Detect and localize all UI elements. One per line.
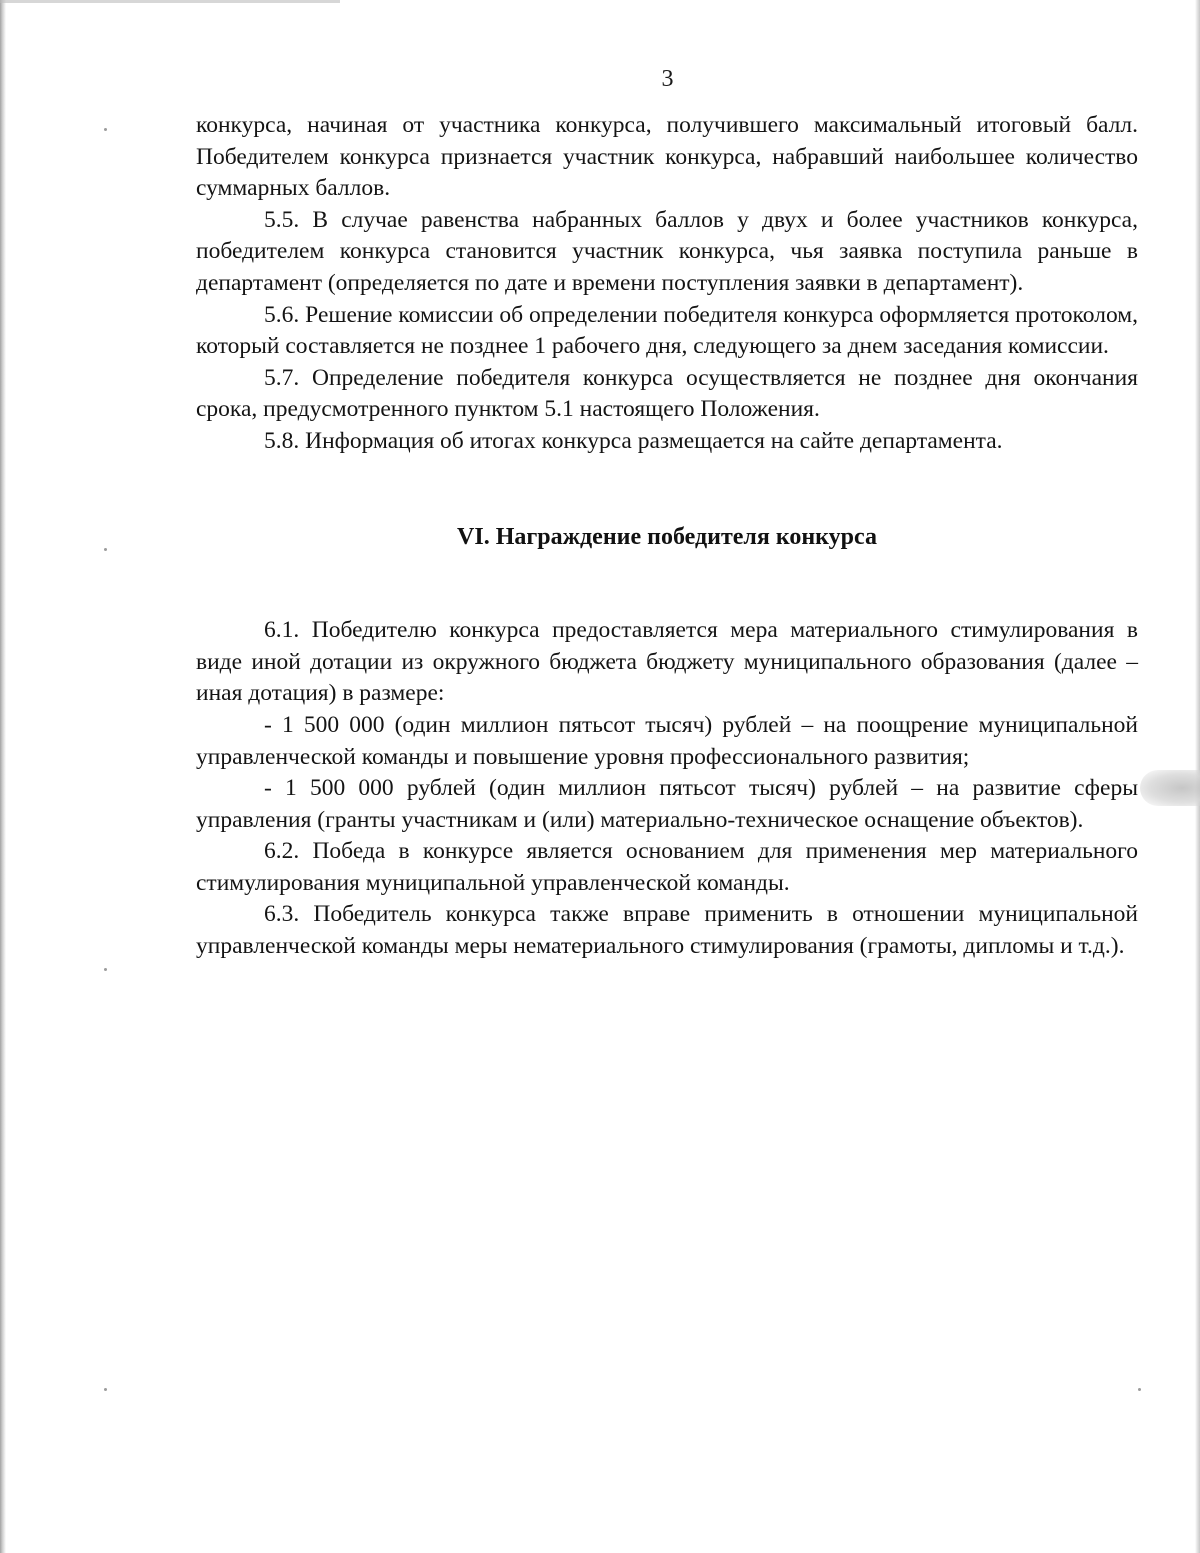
list-item-award-1: - 1 500 000 (один миллион пятьсот тысяч) рублей – на поощрение муниципальной управленческой команды и повышение уровня профессионального развития; [196,711,1138,770]
scan-speck [1138,1388,1141,1391]
section-heading: VI. Награждение победителя конкурса [457,523,877,550]
page-number: 3 [661,66,674,92]
paragraph-5-5: 5.5. В случае равенства набранных баллов у двух и более участников конкурса, победителем конкурса становится участник конкурса, чья заявка поступила раньше в департамент (определяется по дате и времени поступления заявки в департамент). [196,206,1138,296]
paragraph-5-8: 5.8. Информация об итогах конкурса размещается на сайте департамента. [264,427,1003,454]
list-item-award-2: - 1 500 000 рублей (один миллион пятьсот тысяч) рублей – на развитие сферы управления (гранты участникам и (или) материально-техническое оснащение объектов). [196,775,1138,833]
scan-speck [104,128,107,131]
scan-speck [104,1388,107,1391]
scan-shadow-top [0,0,340,3]
scan-shadow-left [0,0,6,1553]
paragraph-6-3: 6.3. Победитель конкурса также вправе применить в отношении муниципальной управленческой команды меры нематериального стимулирования (грамоты, дипломы и т.д.). [196,901,1138,960]
spacer [196,458,1138,522]
scan-smudge [1140,770,1200,806]
paragraph-5-7: 5.7. Определение победителя конкурса осуществляется не позднее дня окончания срока, предусмотренного пунктом 5.1 настоящего Положения. [196,364,1138,423]
paragraph-5-6: 5.6. Решение комиссии об определении победителя конкурса оформляется протоколом, который составляется не позднее 1 рабочего дня, следующего за днем заседания комиссии. [196,301,1138,360]
scan-speck [104,548,107,551]
paragraph-continuation: конкурса, начиная от участника конкурса, получившего максимальный итоговый балл. Победителем конкурса признается участник конкурса, набравший наибольшее количество суммарных баллов. [196,112,1138,202]
paragraph-6-2: 6.2. Победа в конкурсе является основанием для применения мер материального стимулирования муниципальной управленческой команды. [196,838,1138,896]
document-body [196,110,1138,963]
paragraph-6-1: 6.1. Победителю конкурса предоставляется мера материального стимулирования в виде иной дотации из окружного бюджета бюджету муниципального образования (далее – иная дотация) в размере: [196,617,1138,707]
spacer [196,553,1138,615]
scan-speck [104,968,107,971]
